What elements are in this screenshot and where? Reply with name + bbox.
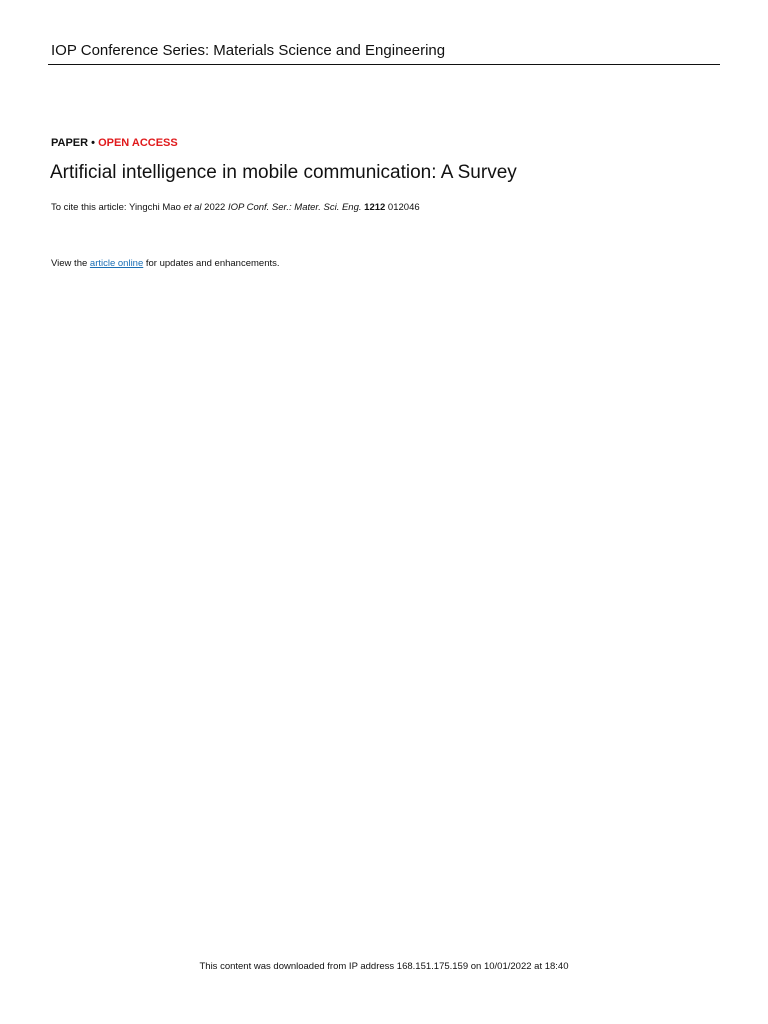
citation-journal: IOP Conf. Ser.: Mater. Sci. Eng. (227, 202, 362, 213)
citation-prefix: To cite this article: Yingchi Mao (51, 202, 184, 213)
view-online-line (51, 258, 280, 270)
view-online-prefix: View the (51, 258, 90, 269)
view-online-suffix: for updates and enhancements. (143, 258, 280, 269)
citation-line (51, 202, 420, 214)
article-type-label: PAPER (51, 137, 89, 149)
article-title: Artificial intelligence in mobile communication: A Survey (50, 162, 517, 183)
journal-name: IOP Conference Series: Materials Science and Engineering (51, 42, 446, 59)
article-type-separator: • (88, 137, 99, 149)
citation-article-number: 012046 (385, 202, 420, 213)
citation-et-al: et al (183, 202, 202, 213)
article-online-link[interactable]: article online (89, 258, 144, 269)
journal-header (48, 42, 720, 65)
download-notice: This content was downloaded from IP address 168.151.175.159 on 10/01/2022 at 18:40 (199, 961, 569, 972)
citation-year: 2022 (201, 202, 228, 213)
article-type-line (51, 136, 178, 150)
citation-volume: 1212 (364, 202, 386, 213)
open-access-label: OPEN ACCESS (98, 137, 178, 149)
